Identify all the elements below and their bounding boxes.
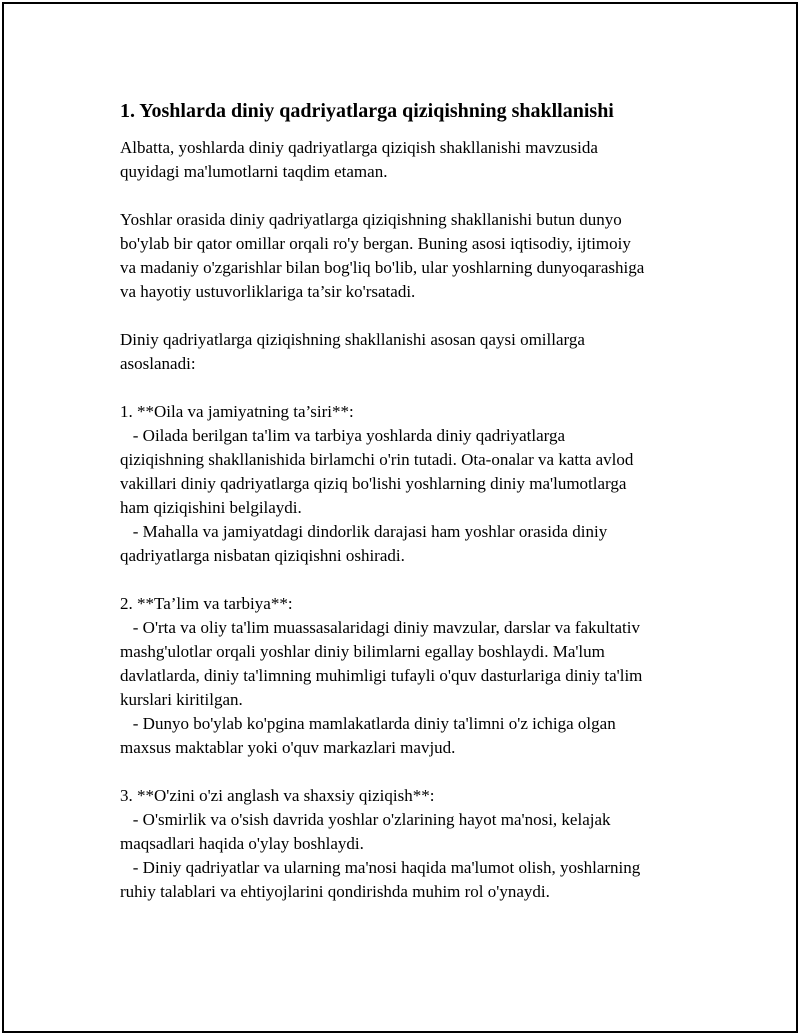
document-title: 1. Yoshlarda diniy qadriyatlarga qiziqishning shakllanishi (120, 100, 614, 122)
text-line: va madaniy o'zgarishlar bilan bog'liq bo'lib, ular yoshlarning dunyoqarashiga (120, 258, 645, 277)
text-line: maxsus maktablar yoki o'quv markazlari mavjud. (120, 738, 456, 757)
text-line: - Dunyo bo'ylab ko'pgina mamlakatlarda diniy ta'limni o'z ichiga olgan (120, 714, 616, 733)
text-line: davlatlarda, diniy ta'limning muhimligi tufayli o'quv dasturlariga diniy ta'lim (120, 666, 643, 685)
list-item-education (120, 592, 720, 760)
text-line: bo'ylab bir qator omillar orqali ro'y bergan. Buning asosi iqtisodiy, ijtimoiy (120, 234, 631, 253)
text-line: - Oilada berilgan ta'lim va tarbiya yoshlarda diniy qadriyatlarga (120, 426, 566, 445)
text-line: va hayotiy ustuvorliklariga ta’sir ko'rsatadi. (120, 282, 416, 301)
list-item-heading: 1. **Oila va jamiyatning ta’siri**: (120, 402, 354, 421)
text-line: Albatta, yoshlarda diniy qadriyatlarga qiziqish shakllanishi mavzusida (120, 138, 598, 157)
page-frame (2, 2, 798, 1033)
document-body (120, 98, 720, 928)
text-line: maqsadlari haqida o'ylay boshlaydi. (120, 834, 364, 853)
paragraph-overview (120, 208, 720, 304)
list-item-family (120, 400, 720, 568)
paragraph-question (120, 328, 720, 376)
list-item-heading: 2. **Ta’lim va tarbiya**: (120, 594, 293, 613)
text-line: qiziqishning shakllanishida birlamchi o'rin tutadi. Ota-onalar va katta avlod (120, 450, 634, 469)
text-line: asoslanadi: (120, 354, 196, 373)
text-line: vakillari diniy qadriyatlarga qiziq bo'lishi yoshlarning diniy ma'lumotlarga (120, 474, 627, 493)
text-line: qadriyatlarga nisbatan qiziqishni oshiradi. (120, 546, 405, 565)
text-line: - Mahalla va jamiyatdagi dindorlik darajasi ham yoshlar orasida diniy (120, 522, 608, 541)
list-item-self-awareness (120, 784, 720, 904)
text-line: ham qiziqishini belgilaydi. (120, 498, 302, 517)
text-line: mashg'ulotlar orqali yoshlar diniy bilimlarni egallay boshlaydi. Ma'lum (120, 642, 605, 661)
text-line: - Diniy qadriyatlar va ularning ma'nosi haqida ma'lumot olish, yoshlarning (120, 858, 641, 877)
text-line: ruhiy talablari va ehtiyojlarini qondirishda muhim rol o'ynaydi. (120, 882, 550, 901)
text-line: quyidagi ma'lumotlarni taqdim etaman. (120, 162, 388, 181)
text-line: Yoshlar orasida diniy qadriyatlarga qiziqishning shakllanishi butun dunyo (120, 210, 622, 229)
text-line: - O'smirlik va o'sish davrida yoshlar o'zlarining hayot ma'nosi, kelajak (120, 810, 611, 829)
list-item-heading: 3. **O'zini o'zi anglash va shaxsiy qiziqish**: (120, 786, 435, 805)
text-line: kurslari kiritilgan. (120, 690, 243, 709)
paragraph-intro (120, 136, 720, 184)
text-line: - O'rta va oliy ta'lim muassasalaridagi diniy mavzular, darslar va fakultativ (120, 618, 641, 637)
text-line: Diniy qadriyatlarga qiziqishning shakllanishi asosan qaysi omillarga (120, 330, 585, 349)
